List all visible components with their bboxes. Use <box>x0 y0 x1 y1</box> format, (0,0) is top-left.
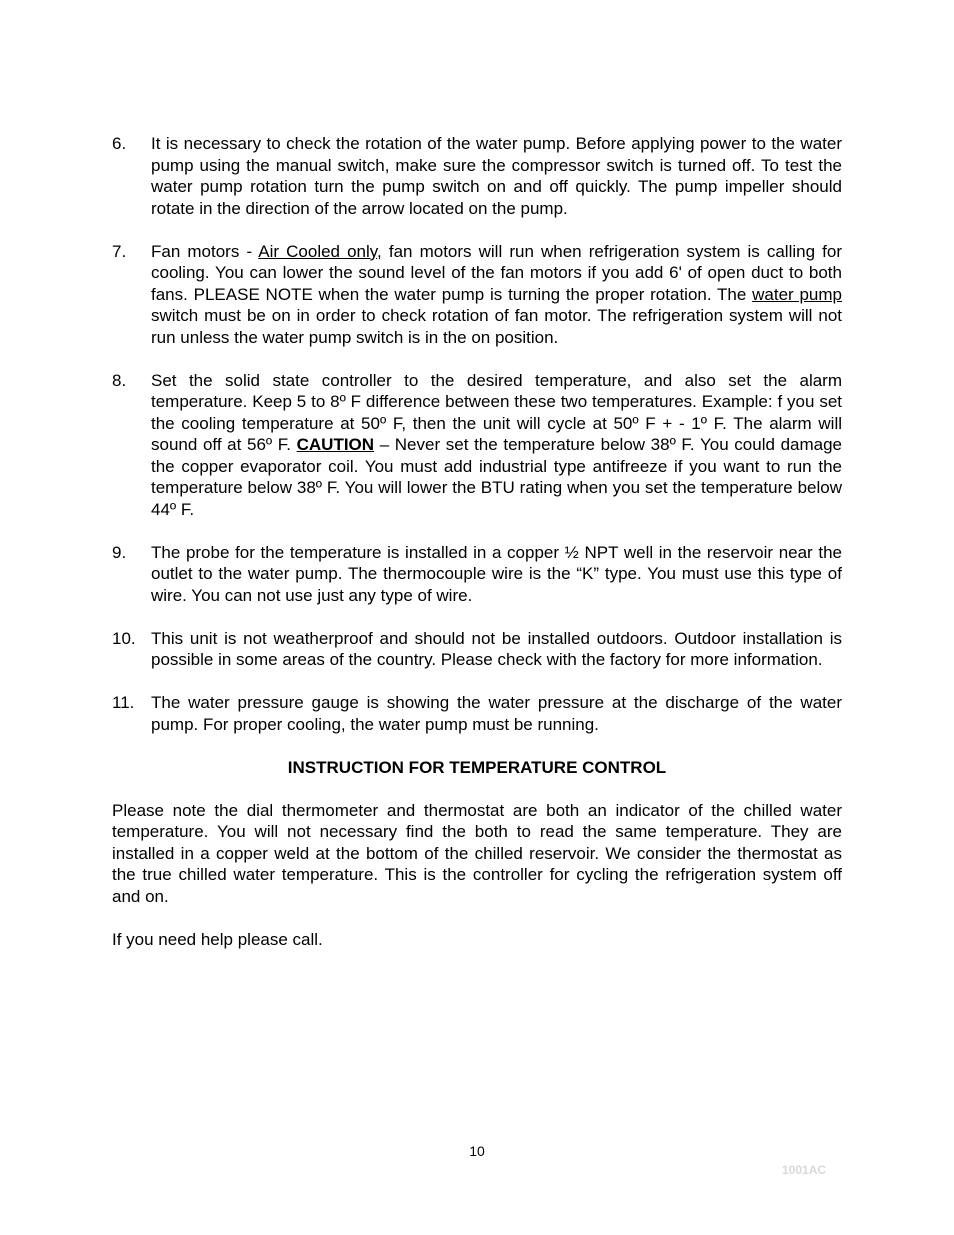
list-item-7 <box>112 241 842 349</box>
caution-label: CAUTION <box>296 435 375 454</box>
item-number: 8. <box>112 370 127 390</box>
page-number: 10 <box>469 1143 485 1159</box>
item-number: 10. <box>112 628 136 648</box>
item-text <box>151 370 842 521</box>
item-text-segment: , fan motors will run when refrigeration system is calling for cooling. You can lower the sound level of the fan motors if you add 6' of open duct to both fans. PLEASE NOTE when the water pump is turning the proper rotation. The <box>151 241 842 304</box>
document-id: 1001AC <box>782 1163 827 1177</box>
item-number: 11. <box>112 693 135 712</box>
document-body <box>112 133 842 972</box>
section-heading: INSTRUCTION FOR TEMPERATURE CONTROL <box>287 757 667 777</box>
list-item-11 <box>112 692 842 735</box>
item-text: The probe for the temperature is installed in a copper ½ NPT well in the reservoir near the outlet to the water pump. The thermocouple wire is the “K” type. You must use this type of wire. You can not use just any type of wire. <box>151 542 842 605</box>
list-item-9 <box>112 542 842 607</box>
closing-line: If you need help please call. <box>112 929 323 949</box>
item-text-segment: – Never set the temperature below 38º F. You could damage the copper evaporator coil. You must add industrial type antifreeze if you want to run the temperature below 38º F. You will lower the BTU rating when you set the temperature below 44º F. <box>151 435 843 519</box>
item-text: This unit is not weatherproof and should not be installed outdoors. Outdoor installation is possible in some areas of the country. Please check with the factory for more information. <box>151 628 842 669</box>
list-item-10 <box>112 628 842 671</box>
underlined-text: Air Cooled only <box>258 241 378 261</box>
item-text-segment: switch must be on in order to check rotation of fan motor. The refrigeration system will not run unless the water pump switch is in the on position. <box>151 306 842 347</box>
item-text-segment: Set the solid state controller to the desired temperature, and also set the alarm temperature. Keep 5 to 8º F difference between these two temperatures. Example: f you set the cooling temperature at 50º F, then the unit will cycle at 50º F + - 1º F. The alarm will sound off at 56º F. <box>151 370 842 454</box>
item-number: 9. <box>112 542 127 562</box>
item-text: The water pressure gauge is showing the water pressure at the discharge of the water pump. For proper cooling, the water pump must be running. <box>151 693 842 734</box>
list-item-6 <box>112 133 842 219</box>
body-paragraph: Please note the dial thermometer and thermostat are both an indicator of the chilled water temperature. You will not necessary find the both to read the same temperature. They are installed in a copper weld at the bottom of the chilled reservoir. We consider the thermostat as the true chilled water temperature. This is the controller for cycling the refrigeration system off and on. <box>112 800 842 906</box>
item-text: It is necessary to check the rotation of the water pump. Before applying power to the water pump using the manual switch, make sure the compressor switch is turned off. To test the water pump rotation turn the pump switch on and off quickly. The pump impeller should rotate in the direction of the arrow located on the pump. <box>151 134 842 218</box>
underlined-text: water pump <box>752 284 842 304</box>
list-item-8 <box>112 370 842 521</box>
item-text-segment: Fan motors - <box>151 241 259 261</box>
item-text <box>151 241 842 349</box>
item-number: 7. <box>112 241 127 261</box>
item-number: 6. <box>112 134 127 153</box>
